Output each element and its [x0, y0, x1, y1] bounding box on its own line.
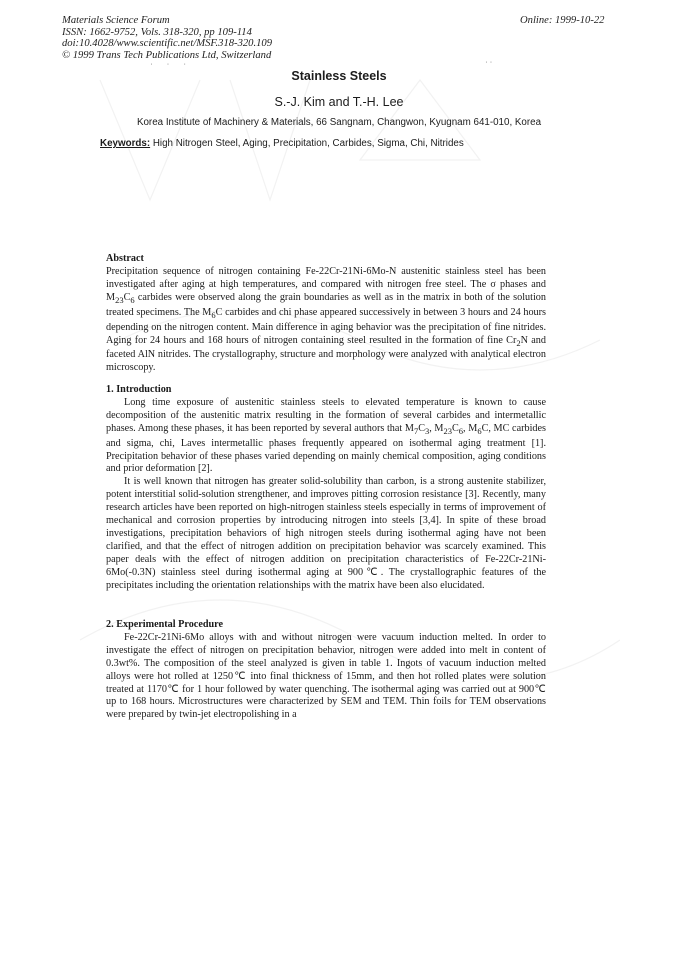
- journal-header: [62, 15, 272, 61]
- online-date: Online: 1999-10-22: [520, 15, 605, 26]
- introduction-heading: 1. Introduction: [106, 384, 172, 395]
- paper-affiliation: Korea Institute of Machinery & Materials, 66 Sangnam, Changwon, Kyugnam 641-010, Korea: [136, 117, 542, 128]
- experimental-heading: 2. Experimental Procedure: [106, 619, 224, 630]
- title-remnant-marks: ˙ ˙ ˙: [150, 62, 192, 71]
- issn-line: ISSN: 1662-9752, Vols. 318-320, pp 109-114: [62, 26, 252, 38]
- title-remnant-marks-right: ˙ ˙: [485, 60, 493, 69]
- copyright-line: © 1999 Trans Tech Publications Ltd, Switzerland: [62, 49, 272, 61]
- introduction-paragraph-1: Long time exposure of austenitic stainless steels to elevated temperature is known to cause decomposition of the austenitic matrix resulting in the formation of several carbides and intermetallic phases. Among these phases, it has been reported by several authors that $M_7C_3$, $M_{23}C_6$, $M_6C$, MC carbides and sigma, chi, Laves intermetallic phases frequently appeared on isothermal aging treatment [1]. Precipitation behavior of these phases varied depending on mainly chemical composition, aging conditions and prior deformation [2].: [106, 396, 547, 475]
- experimental-section: [106, 619, 546, 722]
- abstract-section: [106, 253, 546, 375]
- keywords-label: Keywords:: [100, 138, 151, 149]
- introduction-paragraph-2: It is well known that nitrogen has greater solid-solubility than carbon, is a strong austenite stabilizer, potent interstitial solid-solution strengthener, and improves pitting corrosion resistance [3]. Recently, many research articles have been reported on high-nitrogen stainless steels especially in terms of improvement of mechanical and corrosion properties by introducing nitrogen into steels [3,4]. In spite of these broad investigations, precipitation behaviors of high nitrogen steels during isothermal aging have not been clarified, and that the effect of nitrogen addition on precipitation behavior was scarcely examined. This paper deals with the effect of nitrogen addition on precipitation characteristics of Fe-22Cr-21Ni-6Mo(-0.3N) stainless steel during isothermal aging at 900℃. The crystallographic features of the precipitates including the orientation relationships with the matrix have been also elucidated.: [106, 476, 546, 591]
- keywords-list: High Nitrogen Steel, Aging, Precipitation, Carbides, Sigma, Chi, Nitrides: [152, 138, 464, 149]
- paper-authors: S.-J. Kim and T.-H. Lee: [274, 95, 404, 109]
- introduction-section: [106, 384, 546, 593]
- paper-title: Stainless Steels: [291, 69, 387, 83]
- abstract-heading: Abstract: [106, 253, 144, 264]
- experimental-paragraph-1: Fe-22Cr-21Ni-6Mo alloys with and without nitrogen were vacuum induction melted. In order to investigate the effect of nitrogen on precipitation behavior, nitrogen were added into melt in content of 0.3wt%. The composition of the steel analyzed is given in table 1. Ingots of vacuum induction melted alloys were hot rolled at 1250℃ into final thickness of 15mm, and then hot rolled plates were solution treated at 1170℃ for 1 hour followed by water quenching. The isothermal aging was carried out at 900℃ up to 168 hours. Microstructures were characterized by SEM and TEM. Thin foils for TEM observations were prepared by twin-jet electropolishing in a: [106, 631, 546, 721]
- doi-link[interactable]: doi:10.4028/www.scientific.net/MSF.318-320.109: [62, 38, 272, 50]
- journal-name: Materials Science Forum: [62, 15, 170, 26]
- keywords-line: [100, 138, 464, 149]
- abstract-text: Precipitation sequence of nitrogen containing Fe-22Cr-21Ni-6Mo-N austenitic stainless steel has been investigated after aging at high temperatures, and compared with nitrogen free steel. The σ phases and $M_{23}C_6$ carbides were observed along the grain boundaries as well as in the matrix in both of the solution treated specimens. The $M_6C$ carbides and chi phase appeared successively in between 3 hours and 24 hours depending on the nitrogen content. Main difference in aging behavior was the precipitation of fine nitrides. Aging for 24 hours and 168 hours of nitrogen containing steel resulted in the formation of fine $Cr_2N$ and faceted AlN nitrides. The crystallography, structure and morphology were analyzed with analytical electron microscopy.: [106, 265, 546, 374]
